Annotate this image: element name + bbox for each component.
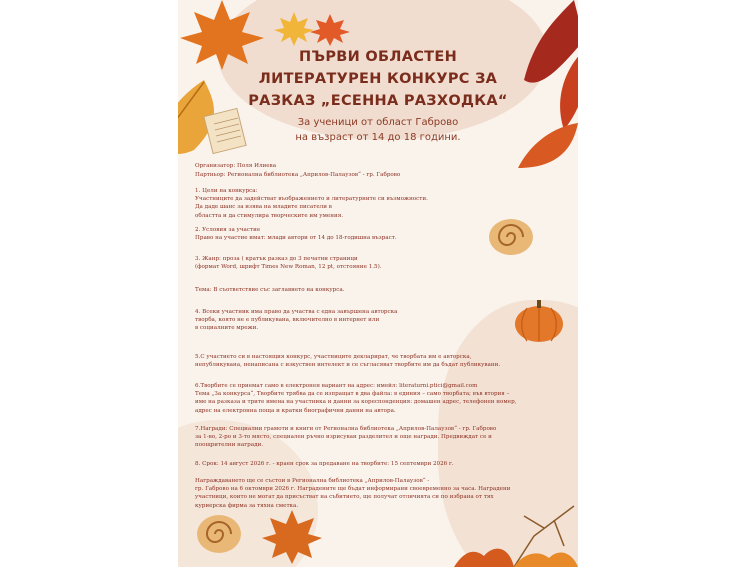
theme-section: Тема: В съответствие със заглавието на конкурса.	[195, 287, 345, 293]
title-line-3: РАЗКАЗ „ЕСЕННА РАЗХОДКА“	[248, 93, 508, 109]
oak-leaf-icon	[494, 0, 578, 130]
poster	[178, 0, 578, 567]
subtitle-line-2: на възраст от 14 до 18 години.	[295, 132, 461, 143]
partner-text: Партньор: Регионална библиотека „Априлов-Палаузов“ - гр. Габрово	[195, 172, 401, 178]
goals-section: 1. Цели на конкурса: Участниците да задействат въображението и литературните си възможности. Да даде шанс за изява на младите писатели в областта и да стимулира творческите им умения.	[195, 188, 428, 219]
maple-leaf-icon	[274, 8, 354, 48]
title-line-1: ПЪРВИ ОБЛАСТЕН	[298, 49, 458, 65]
organizer-text: Организатор: Поля Илиева	[195, 163, 277, 169]
declaration-section: 5.С участието си в настоящия конкурс, участниците декларират, че творбата им е авторска, непубликувана, ненаписана с изкуствен интелект и се съгласяват творбите им да бъдат публикувани.	[195, 354, 501, 369]
maple-leaf-icon	[262, 508, 322, 564]
submission-section: 6.Творбите се приемат само в електронен вариант на адрес: имейл: literaturni.ptici@gmail.com Тема „За конкурса“, Творбите трябва да се изпращат в два файла: в единия – само творбата; във втория – име на разказа и трите имена на участника и данни за кореспонденция: домашен адрес, телефонен номер, адрес на електронна поща и кратки биографични данни на автора.	[195, 383, 517, 414]
rights-section: 4. Всеки участник има право да участва с една завършена авторска творба, която не е публикувана, включително в интернет или в социалните мрежи.	[195, 309, 398, 332]
awards-section: 7.Награди: Специални грамоти и книги от Регионална библиотека „Априлов-Палаузов“ - гр. Габрово за 1-во, 2-ро и 3-то място, специален ръчно изрисуван разделител и още награди. Предвиждат се и поощрителни награди.	[195, 426, 497, 449]
cinnamon-roll-icon	[194, 512, 244, 556]
notepad-icon	[202, 106, 252, 156]
genre-section: 3. Жанр: проза ( кратък разказ до 3 печатни страници (формат Word, шрифт Times New Roman, 12 pt, отстояние 1.5).	[195, 256, 382, 271]
conditions-section: 2. Условия за участие Право на участие имат: млади автори от 14 до 18-годишна възраст.	[195, 227, 397, 242]
ceremony-section: Награждаването ще се състои в Регионална библиотека „Априлов-Палаузов“ - гр. Габрово на 6 октомври 2026 г. Наградените ще бъдат информирани своевременно за часа. Наградени участници, които не могат да присъстват на събитието, ще получат отличията си по избрана от тях куриерска фирма за тяхна сметка.	[195, 478, 511, 509]
deadline-section: 8. Срок: 14 август 2026 г. - краен срок за предаване на творбите: 15 септември 2026 г.	[195, 461, 454, 467]
subtitle-line-1: За ученици от област Габрово	[297, 117, 459, 128]
title-line-2: ЛИТЕРАТУРЕН КОНКУРС ЗА	[258, 71, 498, 87]
